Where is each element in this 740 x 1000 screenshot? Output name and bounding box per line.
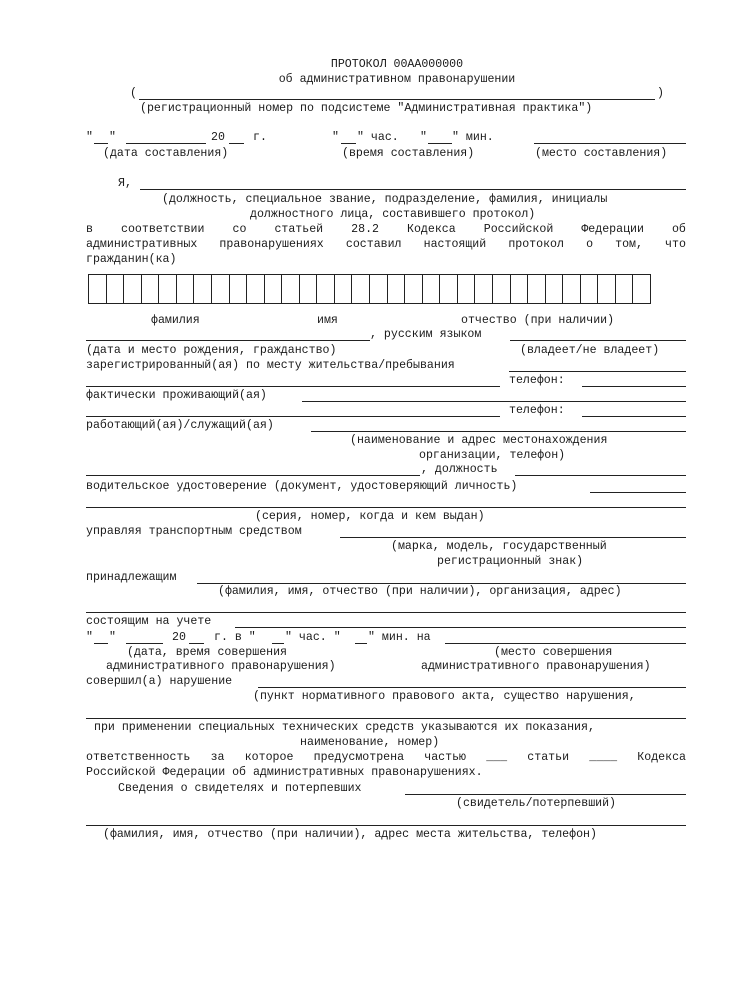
name-char-cell[interactable] [177, 275, 195, 303]
vehicle-label: управляя транспортным средством [86, 525, 302, 538]
responsibility-line-2: Российской Федерации об административных правонарушениях. [86, 766, 483, 779]
viol-min-close: " мин. на [368, 631, 431, 644]
name-char-cell[interactable] [475, 275, 493, 303]
name-char-cell[interactable] [212, 275, 230, 303]
author-ya: Я, [118, 177, 132, 190]
name-char-cell[interactable] [440, 275, 458, 303]
act-caption: (пункт нормативного правового акта, существо нарушения, [253, 690, 636, 703]
label-surname: фамилия [151, 314, 200, 327]
name-char-cell[interactable] [352, 275, 370, 303]
name-char-cell[interactable] [230, 275, 248, 303]
org-caption-2: организации, телефон) [419, 449, 566, 462]
birth-caption: (дата и место рождения, гражданство) [86, 344, 337, 357]
date-day-line[interactable] [94, 143, 108, 144]
act-line-2[interactable] [86, 718, 686, 719]
committed-label: совершил(а) нарушение [86, 675, 233, 688]
reg-number-line[interactable] [139, 99, 655, 100]
doc-caption: (серия, номер, когда и кем выдан) [255, 510, 485, 523]
position-label: , должность [421, 463, 498, 476]
driver-license-line-2[interactable] [86, 507, 686, 508]
name-char-cell[interactable] [247, 275, 265, 303]
name-char-cell[interactable] [616, 275, 634, 303]
tech-caption-1: при применении специальных технических средств указываются их показания, [94, 721, 595, 734]
witnesses-label: Сведения о свидетелях и потерпевших [118, 782, 362, 795]
org-caption-1: (наименование и адрес местонахождения [350, 434, 608, 447]
author-caption-1: (должность, специальное звание, подразделение, фамилия, инициалы [162, 193, 608, 206]
name-char-cell[interactable] [159, 275, 177, 303]
registered-line-1[interactable] [509, 371, 686, 372]
name-char-boxes[interactable] [88, 274, 651, 304]
time-hour-open: " [332, 131, 339, 144]
witness-details-line[interactable] [86, 825, 686, 826]
date-year-suffix: г. [253, 131, 267, 144]
place-line[interactable] [534, 143, 686, 144]
name-char-cell[interactable] [107, 275, 125, 303]
place-caption: (место составления) [535, 147, 668, 160]
author-line[interactable] [140, 189, 686, 190]
viol-place-caption-2: административного правонарушения) [421, 660, 651, 673]
reg-paren-open: ( [130, 87, 137, 100]
owner-caption: (фамилия, имя, отчество (при наличии), организация, адрес) [218, 585, 622, 598]
label-patronymic: отчество (при наличии) [461, 314, 615, 327]
author-caption-2: должностного лица, составившего протокол) [250, 208, 536, 221]
reg-caption: (регистрационный номер по подсистеме "Административная практика") [140, 102, 593, 115]
viol-day-open: " [86, 631, 93, 644]
working-line[interactable] [311, 431, 686, 432]
driver-license-label: водительское удостоверение (документ, удостоверяющий личность) [86, 480, 518, 493]
name-char-cell[interactable] [370, 275, 388, 303]
date-day-close: " [109, 131, 116, 144]
phone-label-1: телефон: [509, 374, 565, 387]
name-char-cell[interactable] [142, 275, 160, 303]
committed-line[interactable] [258, 687, 686, 688]
vehicle-caption-2: регистрационный знак) [437, 555, 584, 568]
phone-line-2[interactable] [582, 416, 686, 417]
actual-residence-line-2[interactable] [86, 416, 500, 417]
viol-time-caption-1: (дата, время совершения [127, 646, 288, 659]
time-caption: (время составления) [342, 147, 475, 160]
owner-line[interactable] [197, 583, 686, 584]
name-char-cell[interactable] [546, 275, 564, 303]
witness-caption: (свидетель/потерпевший) [456, 797, 617, 810]
working-label: работающий(ая)/служащий(ая) [86, 419, 274, 432]
tech-caption-2: наименование, номер) [300, 736, 440, 749]
viol-year-line[interactable] [189, 643, 204, 644]
vehicle-line[interactable] [340, 537, 686, 538]
time-hour-close: " час. [357, 131, 399, 144]
lang-caption: (владеет/не владеет) [520, 344, 660, 357]
date-year-line[interactable] [229, 143, 244, 144]
viol-day-close: " [109, 631, 116, 644]
name-char-cell[interactable] [335, 275, 353, 303]
registered-line-2[interactable] [86, 386, 500, 387]
vehicle-caption-1: (марка, модель, государственный [391, 540, 607, 553]
time-min-close: " мин. [452, 131, 494, 144]
viol-place-caption-1: (место совершения [494, 646, 613, 659]
registered-at-label: состоящим на учете [86, 615, 212, 628]
name-char-cell[interactable] [388, 275, 406, 303]
name-char-cell[interactable] [194, 275, 212, 303]
viol-place-line[interactable] [445, 643, 686, 644]
name-char-cell[interactable] [511, 275, 529, 303]
phone-line-1[interactable] [582, 386, 686, 387]
date-month-line[interactable] [126, 143, 206, 144]
final-caption: (фамилия, имя, отчество (при наличии), адрес места жительства, телефон) [103, 828, 597, 841]
owner-line-2[interactable] [86, 612, 686, 613]
lang-line[interactable] [510, 340, 686, 341]
name-char-cell[interactable] [89, 275, 107, 303]
owner-label: принадлежащим [86, 571, 177, 584]
citizen-label: гражданин(ка) [86, 253, 177, 266]
viol-hour-close: " час. " [285, 631, 341, 644]
viol-min-line[interactable] [355, 643, 367, 644]
name-char-cell[interactable] [282, 275, 300, 303]
viol-year: 20 [172, 631, 186, 644]
russian-lang-label: , русским языком [370, 328, 482, 341]
date-day-open: " [86, 131, 93, 144]
name-char-cell[interactable] [598, 275, 616, 303]
org-line[interactable] [86, 475, 420, 476]
viol-time-caption-2: административного правонарушения) [106, 660, 336, 673]
name-char-cell[interactable] [633, 275, 650, 303]
name-char-cell[interactable] [300, 275, 318, 303]
name-char-cell[interactable] [581, 275, 599, 303]
name-char-cell[interactable] [563, 275, 581, 303]
legal-basis-line-1: в соответствии со статьей 28.2 Кодекса Российской Федерации об [86, 223, 686, 236]
date-caption: (дата составления) [103, 147, 229, 160]
driver-license-line-1[interactable] [590, 492, 686, 493]
actual-residence-label: фактически проживающий(ая) [86, 389, 267, 402]
witnesses-line[interactable] [405, 794, 686, 795]
time-min-line[interactable] [428, 143, 452, 144]
responsibility-line-1: ответственность за которое предусмотрена частью ___ статьи ____ Кодекса [86, 751, 686, 764]
name-char-cell[interactable] [265, 275, 283, 303]
position-line[interactable] [515, 475, 686, 476]
phone-label-2: телефон: [509, 404, 565, 417]
time-min-open: " [420, 131, 427, 144]
name-char-cell[interactable] [405, 275, 423, 303]
name-char-cell[interactable] [317, 275, 335, 303]
name-char-cell[interactable] [423, 275, 441, 303]
viol-month-line[interactable] [126, 643, 163, 644]
actual-residence-line-1[interactable] [302, 401, 686, 402]
viol-year-suffix: г. в " [214, 631, 256, 644]
label-name: имя [317, 314, 338, 327]
registered-at-line[interactable] [235, 627, 686, 628]
name-char-cell[interactable] [124, 275, 142, 303]
name-char-cell[interactable] [528, 275, 546, 303]
name-char-cell[interactable] [493, 275, 511, 303]
time-hour-line[interactable] [341, 143, 356, 144]
legal-basis-line-2: административных правонарушениях составил настоящий протокол о том, что [86, 238, 686, 251]
date-year-prefix: 20 [211, 131, 225, 144]
reg-paren-close: ) [657, 87, 664, 100]
registered-label: зарегистрированный(ая) по месту жительства/пребывания [86, 359, 455, 372]
birth-line[interactable] [86, 340, 370, 341]
viol-day-line[interactable] [94, 643, 108, 644]
protocol-title: ПРОТОКОЛ 00АА000000 [330, 58, 464, 71]
protocol-subtitle: об административном правонарушении [278, 73, 516, 86]
viol-hour-line[interactable] [272, 643, 284, 644]
name-char-cell[interactable] [458, 275, 476, 303]
